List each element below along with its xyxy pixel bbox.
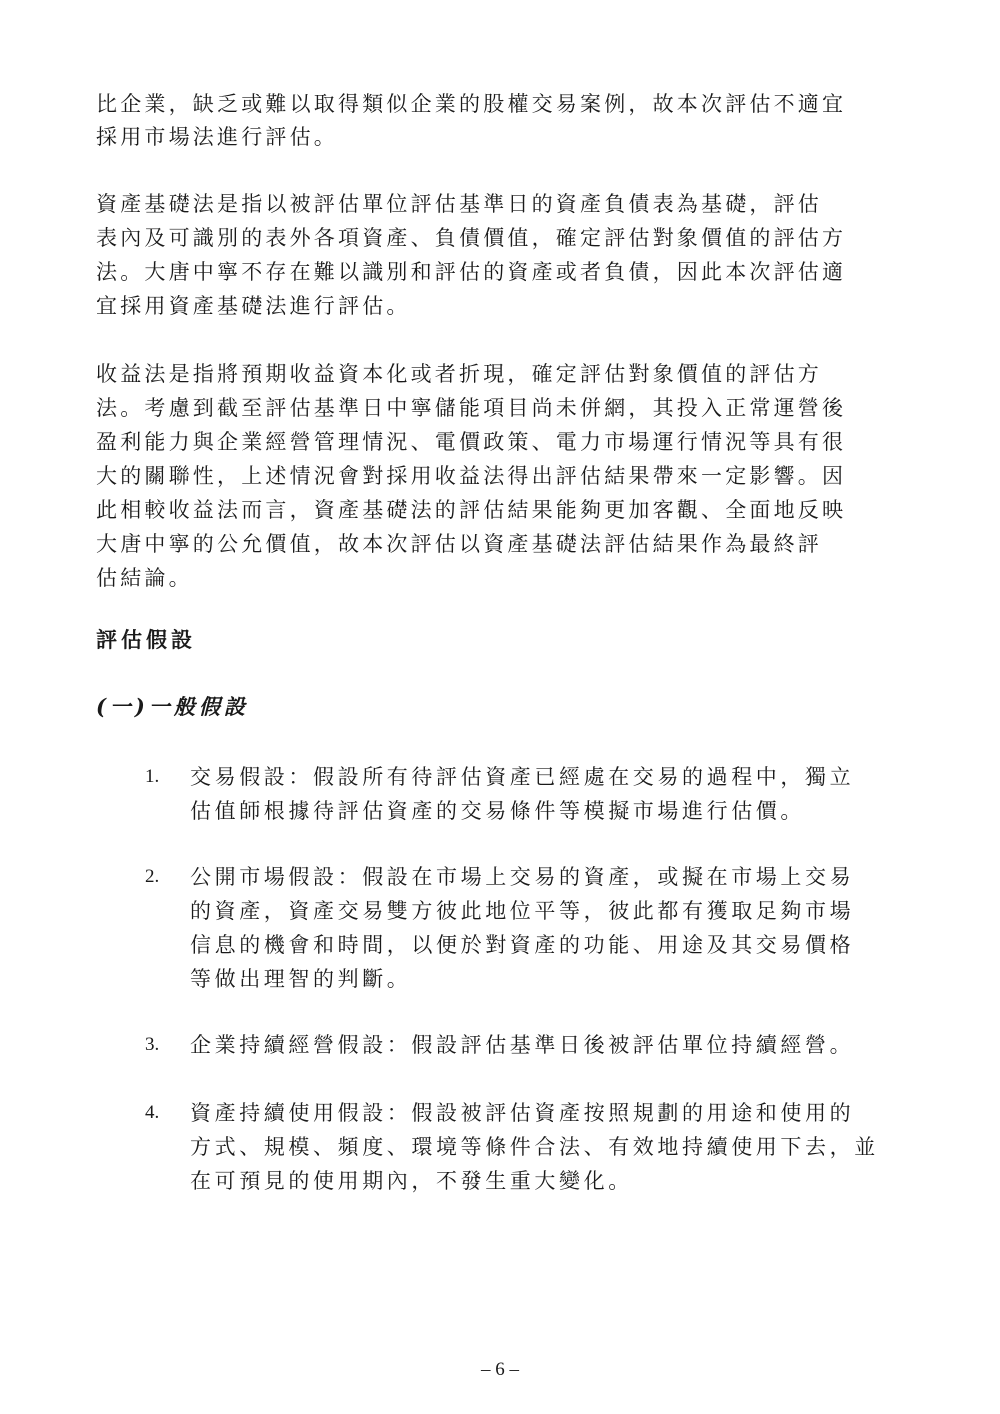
list-item-number: 1. (145, 766, 160, 787)
list-item-number: 2. (145, 866, 160, 887)
paragraph-line: 估結論。 (96, 566, 193, 590)
list-item-line: 信息的機會和時間，以便於對資產的功能、用途及其交易價格 (190, 933, 855, 957)
list-item-line: 等做出理智的判斷。 (190, 967, 412, 991)
list-item-line: 企業持續經營假設：假設評估基準日後被評估單位持續經營。 (190, 1033, 855, 1057)
list-item-line: 資產持續使用假設：假設被評估資產按照規劃的用途和使用的 (190, 1101, 855, 1125)
paragraph-line: 收益法是指將預期收益資本化或者折現，確定評估對象價值的評估方 (96, 362, 822, 386)
subsection-heading: (一)一般假設 (96, 694, 249, 719)
paragraph-line: 採用市場法進行評估。 (96, 125, 338, 149)
paragraph-line: 盈利能力與企業經營管理情況、電價政策、電力市場運行情況等具有很 (96, 430, 847, 454)
list-item-line: 方式、規模、頻度、環境等條件合法、有效地持續使用下去，並 (190, 1135, 879, 1159)
paragraph-line: 比企業，缺乏或難以取得類似企業的股權交易案例，故本次評估不適宜 (96, 92, 847, 116)
list-item-number: 4. (145, 1102, 160, 1123)
paragraph-line: 法。考慮到截至評估基準日中寧儲能項目尚未併網，其投入正常運營後 (96, 396, 847, 420)
paragraph-line: 宜採用資產基礎法進行評估。 (96, 294, 411, 318)
list-item-line: 交易假設：假設所有待評估資產已經處在交易的過程中，獨立 (190, 765, 855, 789)
list-item-line: 估值師根據待評估資產的交易條件等模擬市場進行估價。 (190, 799, 805, 823)
list-item-line: 公開市場假設：假設在市場上交易的資產，或擬在市場上交易 (190, 865, 855, 889)
list-item-line: 在可預見的使用期內，不發生重大變化。 (190, 1169, 633, 1193)
section-heading: 評估假設 (96, 627, 196, 652)
page-number: – 6 – (481, 1359, 519, 1380)
paragraph-line: 大唐中寧的公允價值，故本次評估以資產基礎法評估結果作為最終評 (96, 532, 822, 556)
list-item-line: 的資產，資產交易雙方彼此地位平等，彼此都有獲取足夠市場 (190, 899, 855, 923)
paragraph-line: 表內及可識別的表外各項資產、負債價值，確定評估對象價值的評估方 (96, 226, 847, 250)
paragraph-line: 此相較收益法而言，資產基礎法的評估結果能夠更加客觀、全面地反映 (96, 498, 847, 522)
paragraph-line: 法。大唐中寧不存在難以識別和評估的資產或者負債，因此本次評估適 (96, 260, 847, 284)
paragraph-line: 大的關聯性，上述情況會對採用收益法得出評估結果帶來一定影響。因 (96, 464, 847, 488)
paragraph-line: 資產基礎法是指以被評估單位評估基準日的資產負債表為基礎，評估 (96, 192, 822, 216)
list-item-number: 3. (145, 1034, 160, 1055)
